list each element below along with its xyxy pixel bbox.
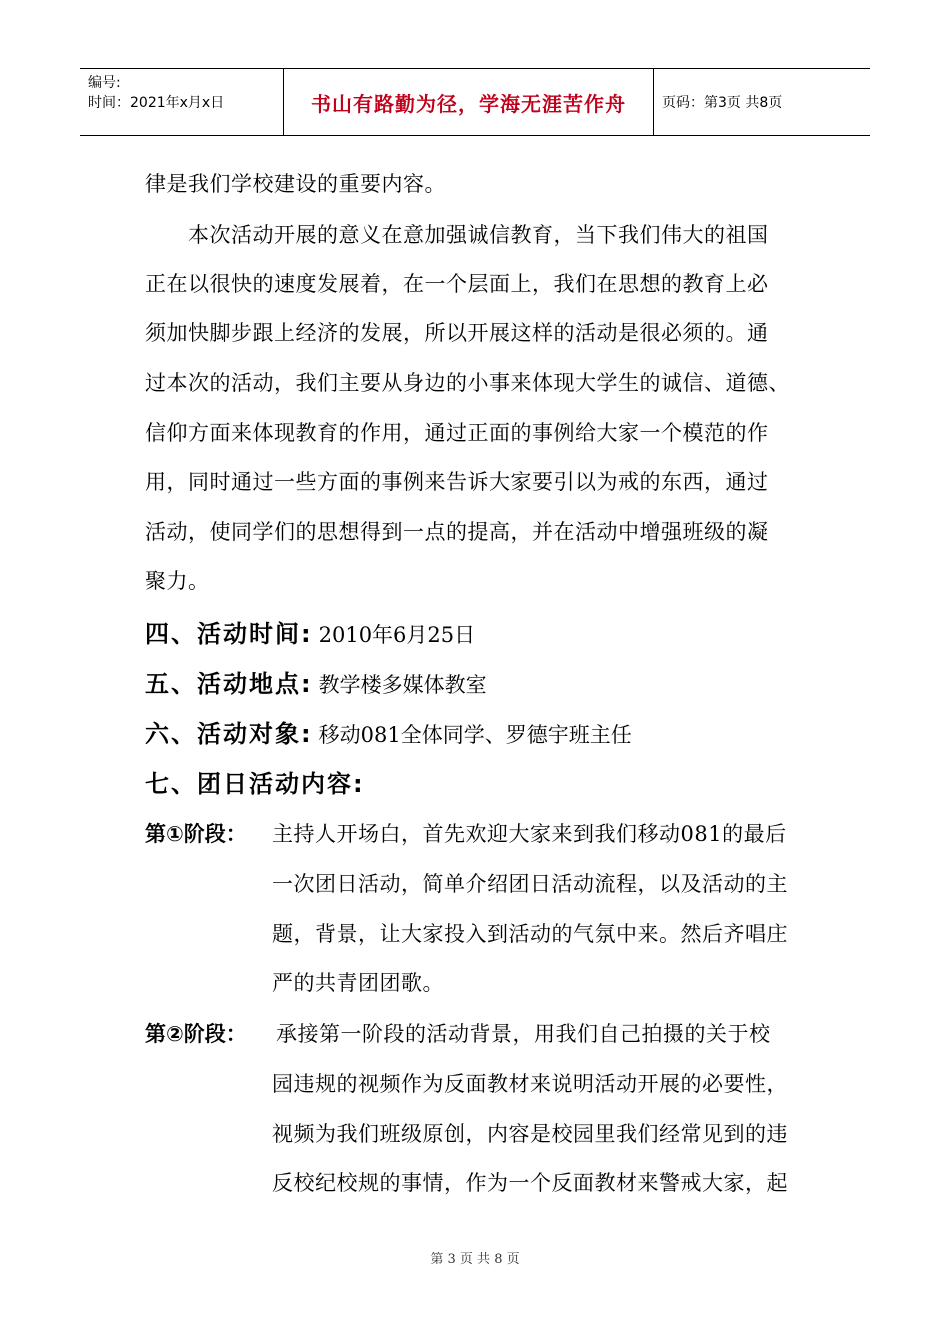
section-label: 七、团日活动内容: (145, 770, 365, 798)
section-value: 教学楼多媒体教室 (318, 673, 487, 697)
stage-2-line: 反校纪校规的事情，作为一个反面教材来警戒大家，起 (272, 1171, 788, 1195)
header-page-cell (654, 69, 870, 135)
section-activity-location (145, 667, 487, 701)
stage-1-line: 主持人开场白，首先欢迎大家来到我们移动081的最后 (272, 822, 787, 846)
section-activity-time (145, 617, 475, 651)
paragraph-line: 聚力。 (145, 569, 210, 593)
stage-2-line: 承接第一阶段的活动背景，用我们自己拍摄的关于校 (276, 1022, 771, 1046)
paragraph-line: 正在以很快的速度发展着，在一个层面上，我们在思想的教育上必 (145, 272, 769, 296)
paragraph-line: 律是我们学校建设的重要内容。 (145, 172, 446, 196)
stage-1-label: 第①阶段： (145, 822, 247, 846)
stage-2-line: 视频为我们班级原创，内容是校园里我们经常见到的违 (272, 1122, 788, 1146)
section-value: 2010年6月25日 (318, 623, 476, 647)
section-label: 五、活动地点: (145, 670, 313, 698)
header-page-number: 页码：第3页 共8页 (662, 95, 783, 111)
page-footer: 第 3 页 共 8 页 (430, 1252, 520, 1267)
stage-2-label: 第②阶段： (145, 1022, 247, 1046)
stage-1-line: 一次团日活动，简单介绍团日活动流程，以及活动的主 (272, 872, 788, 896)
paragraph-line: 过本次的活动，我们主要从身边的小事来体现大学生的诚信、道德、 (145, 371, 790, 395)
paragraph-line: 本次活动开展的意义在意加强诚信教育，当下我们伟大的祖国 (145, 223, 769, 247)
section-value: 移动081全体同学、罗德宇班主任 (318, 723, 632, 747)
page-header (80, 68, 870, 136)
paragraph-line: 须加快脚步跟上经济的发展，所以开展这样的活动是很必须的。通 (145, 321, 769, 345)
stage-1-line: 题，背景，让大家投入到活动的气氛中来。然后齐唱庄 (272, 922, 788, 946)
header-meta-cell (80, 69, 284, 135)
section-activity-content (145, 767, 371, 801)
header-motto-cell (284, 69, 654, 135)
stage-1-line: 严的共青团团歌。 (272, 971, 444, 995)
document-date-label: 时间：2021年x月x日 (88, 95, 225, 111)
header-motto: 书山有路勤为径，学海无涯苦作舟 (311, 91, 626, 116)
section-activity-audience (145, 717, 632, 751)
paragraph-line: 信仰方面来体现教育的作用，通过正面的事例给大家一个模范的作 (145, 421, 769, 445)
document-number-label: 编号: (88, 75, 121, 91)
paragraph-line: 用，同时通过一些方面的事例来告诉大家要引以为戒的东西，通过 (145, 470, 769, 494)
section-label: 六、活动对象: (145, 720, 313, 748)
stage-2-line: 园违规的视频作为反面教材来说明活动开展的必要性， (272, 1072, 788, 1096)
paragraph-line: 活动，使同学们的思想得到一点的提高，并在活动中增强班级的凝 (145, 520, 769, 544)
section-label: 四、活动时间: (145, 620, 313, 648)
